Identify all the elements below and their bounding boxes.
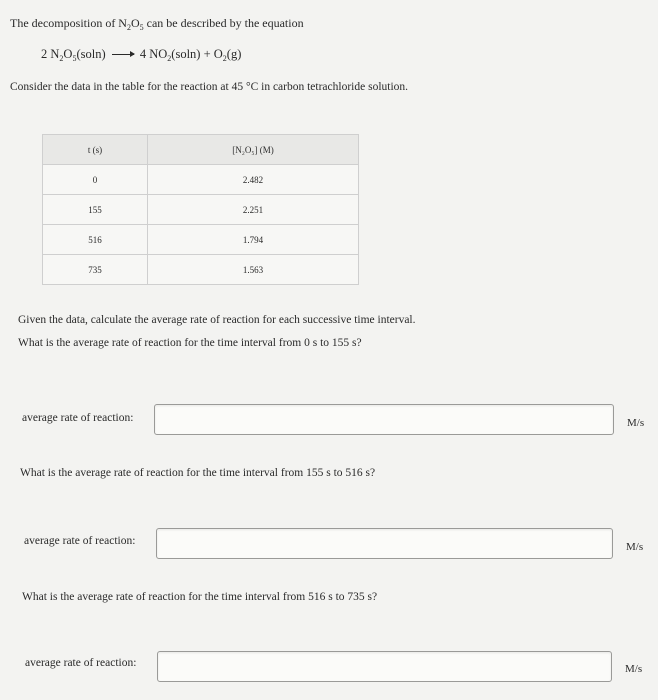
cell-time: 155 [43,195,148,225]
eq-phase3: (g) [226,47,242,61]
eq-phase1: (soln) [76,47,106,61]
intro-sub1: 2 [126,23,131,32]
answer-2-label: average rate of reaction: [24,535,136,547]
cell-concentration: 1.563 [148,255,359,285]
reaction-arrow-icon [112,54,134,55]
cell-time: 735 [43,255,148,285]
header-concentration: [N₂O₅] (M) [148,135,359,165]
question-2-text: What is the average rate of reaction for the time interval from 155 s to 516 s? [20,467,376,479]
intro-text [10,16,304,32]
eq-sub1: 2 [59,54,64,63]
answer-1-unit: M/s [627,417,645,429]
intro-prefix: The decomposition of N [10,16,127,30]
reaction-equation [41,47,241,63]
eq-o1: O [63,47,73,61]
consider-text: Consider the data in the table for the reaction at 45 °C in carbon tetrachloride solution. [10,81,409,93]
eq-sub3: 2 [167,54,172,63]
eq-coef2: 4 NO [139,47,168,61]
cell-time: 516 [43,225,148,255]
question-1-text: What is the average rate of reaction for the time interval from 0 s to 155 s? [18,337,362,349]
answer-2-input[interactable] [156,528,613,559]
cell-concentration: 1.794 [148,225,359,255]
answer-3-input[interactable] [157,651,612,682]
cell-concentration: 2.482 [148,165,359,195]
table-row [43,225,359,255]
table-row [43,255,359,285]
answer-2-unit: M/s [626,541,644,553]
given-text: Given the data, calculate the average rate of reaction for each successive time interval. [18,314,416,326]
table-row [43,195,359,225]
header-time: t (s) [43,135,148,165]
cell-concentration: 2.251 [148,195,359,225]
table-header-row [43,135,359,165]
intro-mid: O [130,16,140,30]
question-3-text: What is the average rate of reaction for the time interval from 516 s to 735 s? [22,591,378,603]
intro-suffix: can be described by the equation [143,16,304,30]
data-table [42,134,359,285]
eq-phase2: (soln) + O [171,47,223,61]
answer-1-input[interactable] [154,404,614,435]
answer-1-label: average rate of reaction: [22,412,134,424]
intro-sub2: 5 [139,23,144,32]
eq-sub2: 5 [72,54,77,63]
answer-3-label: average rate of reaction: [25,657,137,669]
table-row [43,165,359,195]
eq-coef1: 2 N [41,47,60,61]
cell-time: 0 [43,165,148,195]
answer-3-unit: M/s [625,663,643,675]
eq-sub4: 2 [222,54,227,63]
